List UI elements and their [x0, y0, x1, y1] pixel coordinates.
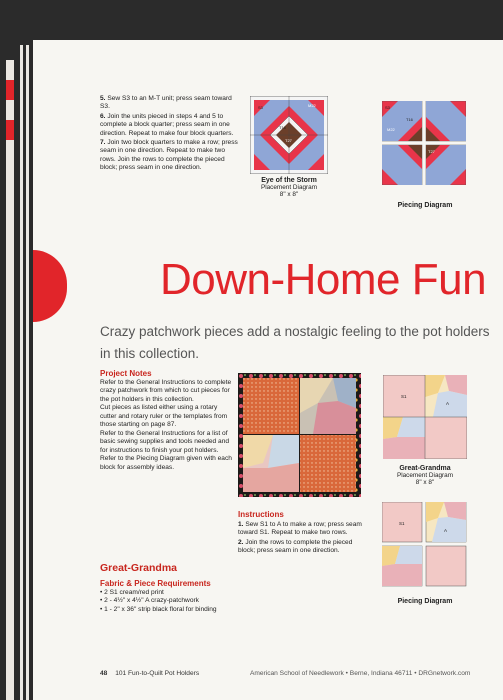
note-paragraph: Refer to the Piecing Diagram given with each block for assembly ideas.	[100, 455, 232, 471]
tab-marker	[6, 120, 14, 140]
instructions	[238, 511, 368, 557]
instruction-step: 2. Join the rows to complete the pieced block; press seam in one direction.	[238, 538, 353, 554]
label-a: A	[444, 528, 448, 533]
label-t16: T16	[279, 125, 286, 130]
pot-holder-photo	[238, 373, 361, 497]
piecing-bottom-caption: Piecing Diagram	[397, 598, 453, 605]
instructions-heading: Instructions	[238, 510, 284, 519]
label-s1: S1	[399, 521, 405, 526]
page-number: 48	[100, 670, 108, 677]
page-footer	[100, 670, 500, 677]
fabric-requirements	[100, 580, 240, 614]
label-a: A	[446, 401, 450, 406]
page-title: Down-Home Fun	[160, 255, 487, 304]
label-s1: S1	[401, 394, 407, 399]
eye-storm-caption: Eye of the Storm Placement Diagram 8" x 8"	[260, 177, 318, 198]
instruction-step: 1. Sew S1 to A to make a row; press seam toward S1. Repeat to make two rows.	[238, 520, 362, 536]
project-notes-heading: Project Notes	[100, 369, 152, 378]
page-edge	[26, 45, 29, 700]
label-s3: S3	[258, 105, 263, 110]
book-title: 101 Fun-to-Quilt Pot Holders	[115, 670, 200, 677]
fabric-heading: Fabric & Piece Requirements	[100, 579, 211, 588]
piecing-diagram-bottom	[382, 502, 468, 588]
steps-continued	[100, 95, 240, 174]
step-item: 5. Sew S3 to an M-T unit; press seam toward S3.	[100, 95, 232, 111]
label-t16: T16	[406, 117, 413, 122]
page-edge	[20, 45, 23, 700]
tab-marker	[6, 80, 14, 100]
label-t27: T27	[428, 149, 435, 154]
step-item: 7. Join two block quarters to make a row; press seam in one direction. Repeat to make two rows. Join the rows to complete the pieced block; press seam in one direction.	[100, 139, 238, 172]
fabric-item: • 1 - 2" x 36" strip black floral for binding	[100, 605, 217, 613]
block-name-heading: Great-Grandma	[100, 562, 178, 574]
piecing-diagram-top	[382, 101, 466, 185]
subtitle: Crazy patchwork pieces add a nostalgic feeling to the pot holders in this collection.	[100, 324, 490, 361]
label-m22: M22	[308, 103, 316, 108]
great-grandma-diagram	[383, 375, 467, 459]
label-t27: T27	[285, 138, 292, 143]
publisher-info: American School of Needlework • Berne, Indiana 46711 • DRGnetwork.com	[250, 670, 471, 677]
fabric-item: • 2 - 4½" x 4½" A crazy-patchwork	[100, 597, 199, 604]
project-notes	[100, 370, 232, 472]
piecing-top-caption: Piecing Diagram	[397, 202, 453, 209]
fabric-item: • 2 S1 cream/red print	[100, 588, 164, 596]
step-item: 6. Join the units pieced in steps 4 and 5 to complete a block quarter; press seam in one direction. Repeat to make four block quarters.	[100, 112, 234, 137]
page-stack-edge	[6, 60, 14, 700]
note-paragraph: Refer to the General Instructions for a list of basic sewing supplies and tools needed and for instructions to finish your pot holders.	[100, 429, 230, 454]
eye-of-the-storm-diagram	[250, 96, 328, 174]
great-grandma-caption: Great-Grandma Placement Diagram 8" x 8"	[396, 465, 454, 486]
label-m22: M22	[387, 127, 395, 132]
note-paragraph: Cut pieces as listed either using a rotary cutter and rotary ruler or the templates from those starting on page 87.	[100, 404, 228, 428]
label-s3: S3	[385, 105, 390, 110]
note-paragraph: Refer to the General Instructions to complete crazy patchwork from which to cut pieces for the pot holders in this collection.	[100, 378, 232, 403]
